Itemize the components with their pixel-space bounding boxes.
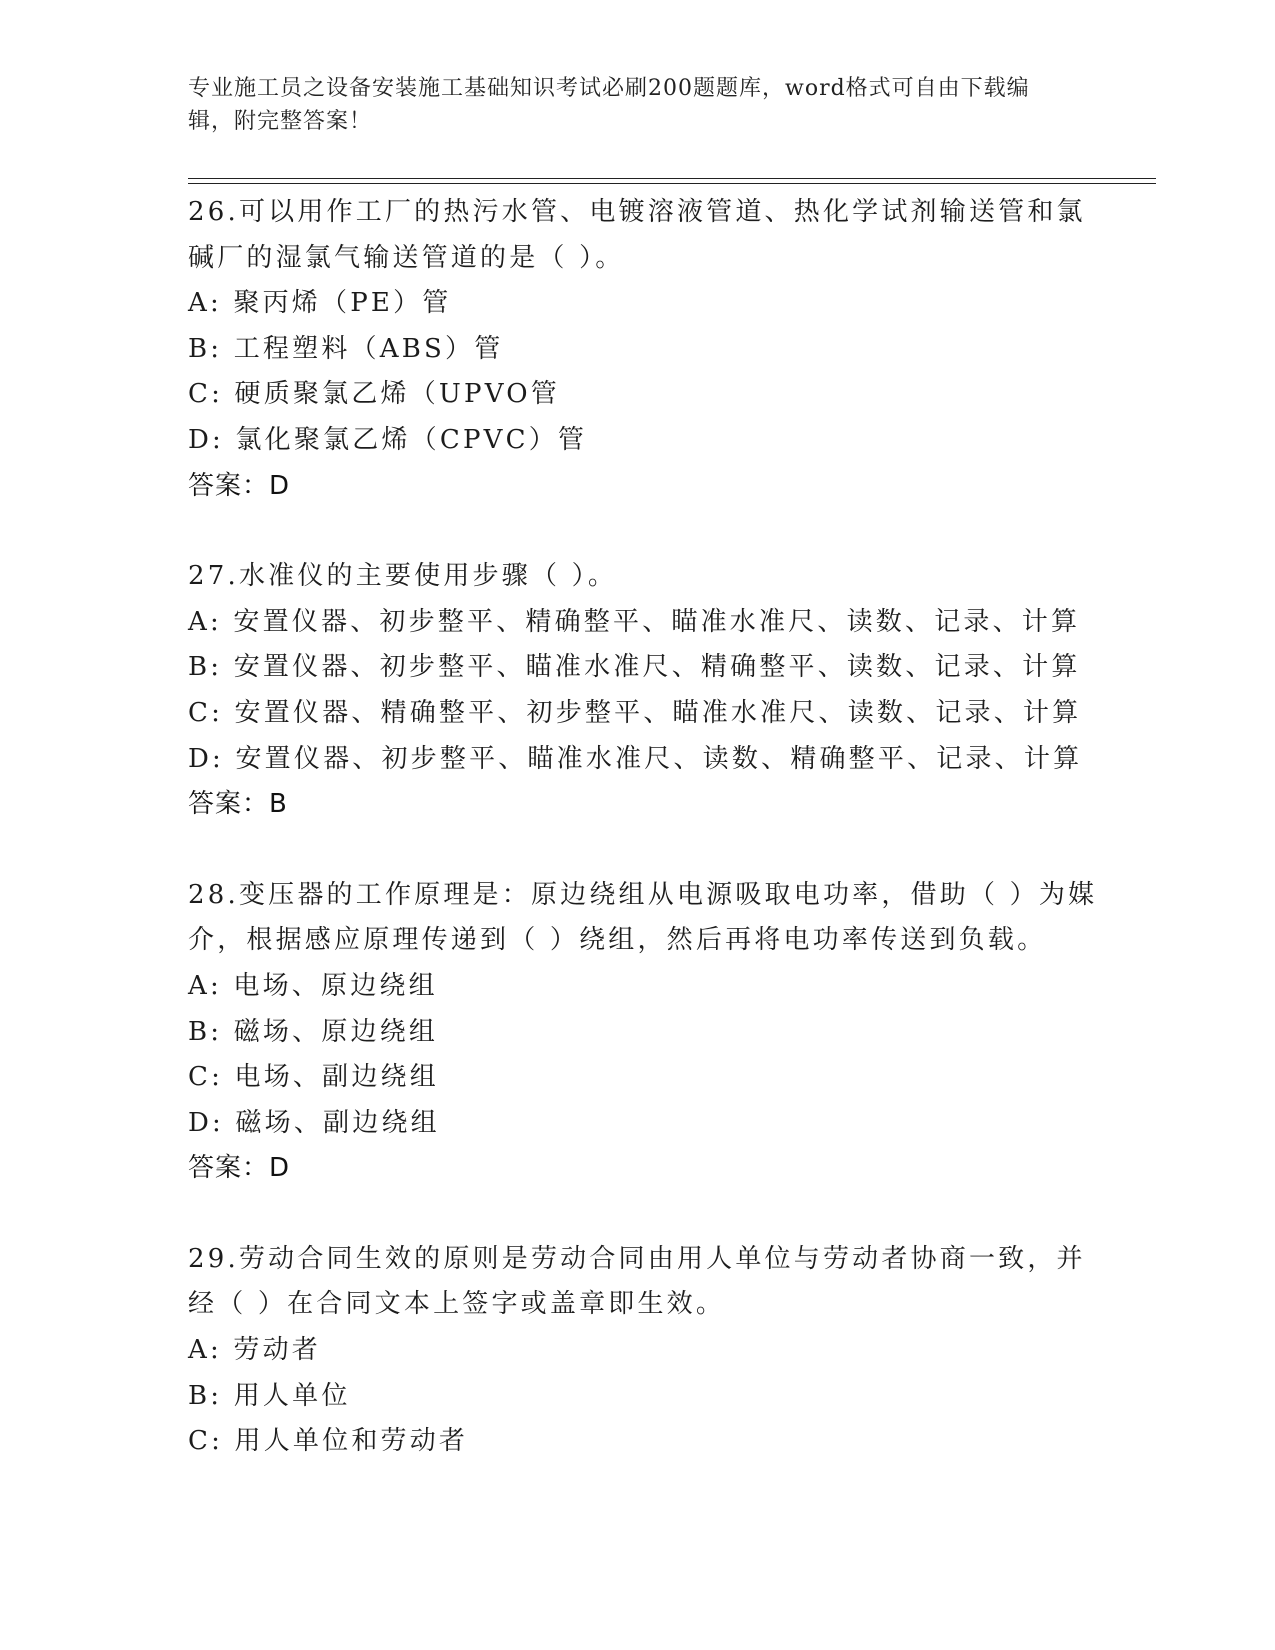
question-text: 26.可以用作工厂的热污水管、电镀溶液管道、热化学试剂输送管和氯碱厂的湿氯气输送管道的是（ ）。 bbox=[188, 197, 1086, 273]
question-27 bbox=[188, 554, 1108, 828]
option-c: C: 安置仪器、精确整平、初步整平、瞄准水准尺、读数、记录、计算 bbox=[188, 697, 1082, 728]
answer: 答案：B bbox=[188, 789, 288, 820]
option-b: B: 用人单位 bbox=[188, 1380, 351, 1411]
option-a: A: 安置仪器、初步整平、精确整平、瞄准水准尺、读数、记录、计算 bbox=[188, 606, 1081, 637]
document-header: 专业施工员之设备安装施工基础知识考试必刷200题题库，word格式可自由下载编辑，附完整答案！ bbox=[188, 76, 1030, 134]
header-divider-top bbox=[188, 178, 1156, 179]
option-d: D: 磁场、副边绕组 bbox=[188, 1107, 440, 1138]
question-text: 27.水准仪的主要使用步骤（ ）。 bbox=[188, 561, 618, 592]
option-c: C: 电场、副边绕组 bbox=[188, 1062, 439, 1093]
option-b: B: 安置仪器、初步整平、瞄准水准尺、精确整平、读数、记录、计算 bbox=[188, 652, 1081, 683]
answer: 答案：D bbox=[188, 470, 291, 501]
option-b: B: 工程塑料（ABS）管 bbox=[188, 333, 504, 364]
option-d: D: 安置仪器、初步整平、瞄准水准尺、读数、精确整平、记录、计算 bbox=[188, 743, 1083, 774]
option-b: B: 磁场、原边绕组 bbox=[188, 1016, 439, 1047]
option-c: C: 用人单位和劳动者 bbox=[188, 1426, 469, 1457]
answer: 答案：D bbox=[188, 1153, 291, 1184]
option-a: A: 电场、原边绕组 bbox=[188, 970, 438, 1001]
option-a: A: 劳动者 bbox=[188, 1335, 322, 1366]
question-list bbox=[188, 190, 1108, 1510]
question-text: 29.劳动合同生效的原则是劳动合同由用人单位与劳动者协商一致，并经（ ）在合同文本上签字或盖章即生效。 bbox=[188, 1243, 1086, 1320]
question-26 bbox=[188, 190, 1108, 509]
question-text: 28.变压器的工作原理是：原边绕组从电源吸取电功率，借助（ ）为媒介，根据感应原理传递到（ ）绕组，然后再将电功率传送到负载。 bbox=[188, 879, 1098, 956]
header-divider-bottom bbox=[188, 183, 1156, 184]
option-c: C: 硬质聚氯乙烯（UPVO管 bbox=[188, 379, 560, 410]
option-d: D: 氯化聚氯乙烯（CPVC）管 bbox=[188, 424, 588, 455]
question-28 bbox=[188, 873, 1108, 1192]
question-29 bbox=[188, 1237, 1108, 1465]
option-a: A: 聚丙烯（PE）管 bbox=[188, 288, 452, 319]
